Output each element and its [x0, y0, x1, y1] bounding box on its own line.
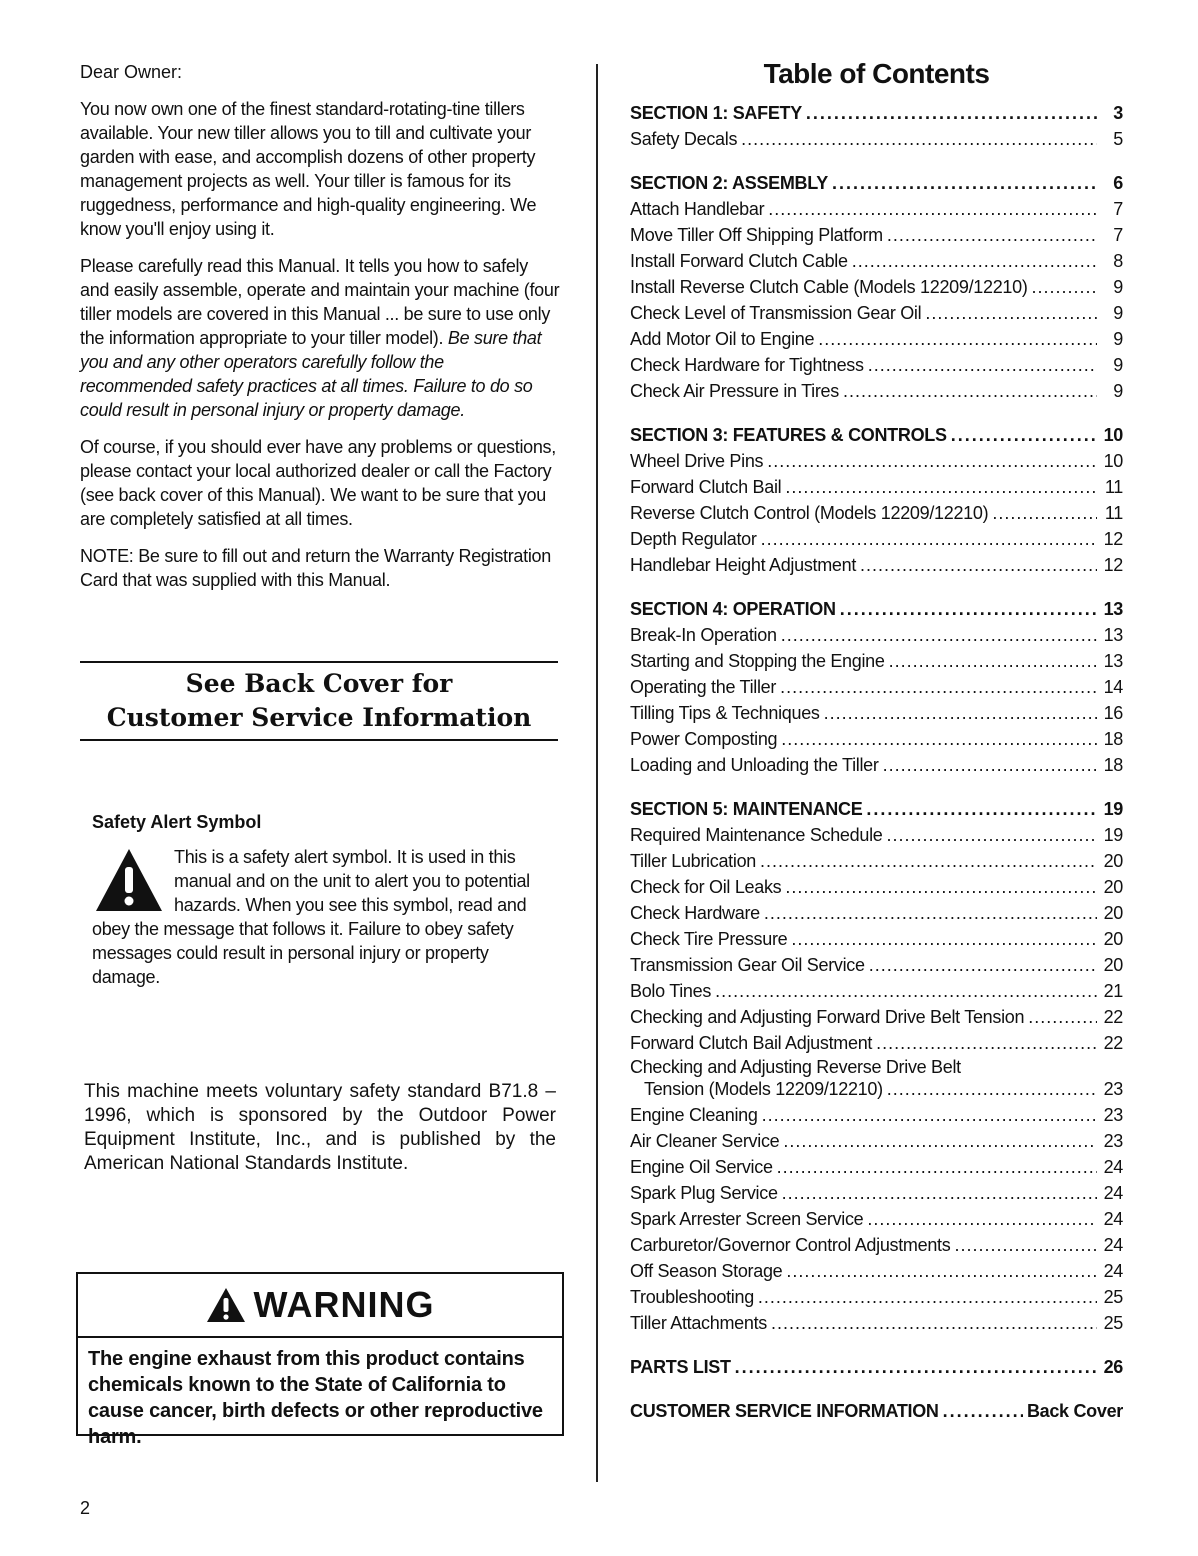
toc-entry-page: 11 — [1104, 503, 1123, 523]
toc-entry-page: 10 — [1103, 425, 1123, 445]
letter-paragraph-3: Of course, if you should ever have any problems or questions, please contact your local authorized dealer or call the Factory (see back cover of this Manual). We want to be sure that you are completely satisfied at all times. — [80, 437, 556, 529]
toc-dot-leader — [791, 926, 1097, 952]
toc-entry-page: 13 — [1103, 625, 1123, 645]
toc-entry-page: 3 — [1113, 103, 1123, 123]
toc-entry-label: Check Hardware — [630, 903, 760, 923]
toc-entry-label: Forward Clutch Bail Adjustment — [630, 1033, 873, 1053]
toc-entry — [630, 1232, 1123, 1258]
toc-entry-page: 6 — [1113, 173, 1123, 193]
toc-entry-label: Check Hardware for Tightness — [630, 355, 864, 375]
toc-dot-leader — [806, 100, 1097, 126]
toc-dot-leader — [832, 170, 1097, 196]
toc-entry — [630, 1284, 1123, 1310]
toc-entry-page: 18 — [1103, 729, 1123, 749]
toc-entry — [630, 700, 1123, 726]
toc-entry-label: Spark Plug Service — [630, 1183, 778, 1203]
toc-entry — [630, 1180, 1123, 1206]
toc-entry-page: 24 — [1103, 1261, 1123, 1281]
toc-dot-leader — [818, 326, 1097, 352]
toc-entry-page: 14 — [1103, 677, 1123, 697]
toc-entry — [630, 222, 1123, 248]
toc-section — [630, 422, 1123, 578]
toc-entry — [630, 526, 1123, 552]
toc-dot-leader — [777, 1154, 1097, 1180]
toc-entry-page: 20 — [1103, 851, 1123, 871]
toc-dot-leader — [843, 378, 1097, 404]
toc-entry-page: 24 — [1103, 1157, 1123, 1177]
toc-dot-leader — [1032, 274, 1097, 300]
toc-entry-page: 5 — [1113, 129, 1123, 149]
toc-entry-label: Air Cleaner Service — [630, 1131, 780, 1151]
toc-entry-page: 23 — [1103, 1079, 1123, 1099]
safety-standard-note: This machine meets voluntary safety standard B71.8 – 1996, which is sponsored by the Outdoor Power Equipment Institute, Inc., and is published by the American National Standards Institute. — [84, 1081, 556, 1174]
toc-entry-page: 22 — [1103, 1007, 1123, 1027]
toc-entry-page: 24 — [1103, 1235, 1123, 1255]
toc-entry-page: 25 — [1103, 1313, 1123, 1333]
toc-entry-page: 9 — [1113, 355, 1123, 375]
owner-letter — [80, 62, 560, 605]
toc-entry — [630, 1310, 1123, 1336]
toc-entry-label: Starting and Stopping the Engine — [630, 651, 885, 671]
back-cover-line-1: See Back Cover for — [185, 669, 453, 698]
toc-entry-label: Transmission Gear Oil Service — [630, 955, 865, 975]
toc-dot-leader — [887, 1078, 1097, 1100]
toc-dot-leader — [781, 726, 1097, 752]
toc-entry — [630, 1154, 1123, 1180]
toc-dot-leader — [758, 1284, 1097, 1310]
toc-dot-leader — [786, 1258, 1097, 1284]
letter-note: NOTE: Be sure to fill out and return the Warranty Registration Card that was supplied with this Manual. — [80, 546, 551, 590]
toc-section — [630, 100, 1123, 152]
toc-entry-label: Required Maintenance Schedule — [630, 825, 883, 845]
toc-entry-page: 24 — [1103, 1183, 1123, 1203]
toc-entry — [630, 1056, 1123, 1100]
toc-entry — [630, 352, 1123, 378]
toc-dot-leader — [889, 648, 1097, 674]
toc-dot-leader — [868, 352, 1097, 378]
safety-alert-section — [92, 812, 552, 989]
toc-entry-label: SECTION 2: ASSEMBLY — [630, 173, 829, 193]
toc-entry-page: 9 — [1113, 277, 1123, 297]
toc-dot-leader — [824, 700, 1097, 726]
toc-entry — [630, 874, 1123, 900]
toc-entry-label: Carburetor/Governor Control Adjustments — [630, 1235, 951, 1255]
toc-entry — [630, 378, 1123, 404]
toc-dot-leader — [866, 796, 1097, 822]
toc-entry — [630, 1030, 1123, 1056]
toc-entry — [630, 848, 1123, 874]
toc-dot-leader — [925, 300, 1097, 326]
toc-entry-label: Attach Handlebar — [630, 199, 765, 219]
letter-paragraph-1: You now own one of the finest standard-rotating-tine tillers available. Your new tiller allows you to till and cultivate your garden with ease, and accomplish dozens of other property management projects as well. Your tiller is famous for its ruggedness, performance and high-quality engineering. We know you'll enjoy using it. — [80, 99, 537, 239]
toc-entry-page: 19 — [1103, 825, 1123, 845]
toc-section — [630, 796, 1123, 1336]
toc-entry-label: Move Tiller Off Shipping Platform — [630, 225, 883, 245]
toc-dot-leader — [767, 448, 1097, 474]
toc-dot-leader — [762, 1102, 1097, 1128]
toc-entry-label: Check Level of Transmission Gear Oil — [630, 303, 922, 323]
toc-entry-label: Install Forward Clutch Cable — [630, 251, 848, 271]
toc-entry-page: 9 — [1113, 329, 1123, 349]
toc-entry — [630, 1102, 1123, 1128]
page-number: 2 — [80, 1498, 91, 1518]
toc-entry — [630, 474, 1123, 500]
toc-entry-label: Handlebar Height Adjustment — [630, 555, 857, 575]
toc-entry-page: 13 — [1103, 651, 1123, 671]
toc-dot-leader — [883, 752, 1097, 778]
toc-entry-page: 23 — [1103, 1105, 1123, 1125]
toc-entry-label: CUSTOMER SERVICE INFORMATION — [630, 1401, 939, 1421]
letter-paragraph-2 — [80, 254, 560, 422]
toc-entry — [630, 822, 1123, 848]
warning-triangle-icon — [206, 1287, 246, 1323]
toc-dot-leader — [764, 900, 1097, 926]
toc-entry-page: 12 — [1103, 555, 1123, 575]
warning-text: The engine exhaust from this product contains chemicals known to the State of California to cause cancer, birth defects or other reproductive harm. — [88, 1348, 543, 1448]
toc-entry — [630, 674, 1123, 700]
toc-entry-page: 7 — [1113, 225, 1123, 245]
toc-dot-leader — [780, 674, 1097, 700]
toc-entry-page: 20 — [1103, 877, 1123, 897]
toc-dot-leader — [951, 422, 1097, 448]
toc-section-heading — [630, 422, 1123, 448]
toc-dot-leader — [1028, 1004, 1097, 1030]
toc-entry-page: 12 — [1103, 529, 1123, 549]
toc-entry-label-2: Tension (Models 12209/12210) — [644, 1079, 883, 1099]
toc-dot-leader — [760, 848, 1097, 874]
toc-entry — [630, 900, 1123, 926]
toc-entry-page: 20 — [1103, 955, 1123, 975]
toc-entry — [630, 126, 1123, 152]
toc-dot-leader — [741, 126, 1097, 152]
toc-entry-label: PARTS LIST — [630, 1357, 731, 1377]
toc-section — [630, 170, 1123, 404]
toc-dot-leader — [783, 1128, 1097, 1154]
warning-triangle-icon — [94, 847, 164, 913]
toc-entry — [630, 326, 1123, 352]
toc-entry-page: 22 — [1103, 1033, 1123, 1053]
toc-entry — [630, 552, 1123, 578]
toc-entry — [630, 1206, 1123, 1232]
toc-dot-leader — [785, 874, 1097, 900]
safety-alert-title: Safety Alert Symbol — [92, 812, 262, 832]
toc-sections — [630, 100, 1123, 1424]
toc-entry — [630, 726, 1123, 752]
toc-dot-leader — [954, 1232, 1097, 1258]
toc-dot-leader — [771, 1310, 1097, 1336]
toc-entry-label: Tiller Lubrication — [630, 851, 756, 871]
toc-entry-label: SECTION 3: FEATURES & CONTROLS — [630, 425, 947, 445]
california-warning-box — [76, 1272, 564, 1448]
column-divider — [596, 64, 598, 1482]
warning-header — [78, 1274, 562, 1338]
toc-entry — [630, 648, 1123, 674]
warning-title: WARNING — [253, 1284, 435, 1325]
toc-entry-page: 18 — [1103, 755, 1123, 775]
toc-entry-page: 19 — [1103, 799, 1123, 819]
toc-entry-page: 20 — [1103, 929, 1123, 949]
letter-greeting: Dear Owner: — [80, 62, 183, 82]
toc-entry-label: SECTION 5: MAINTENANCE — [630, 799, 863, 819]
toc-dot-leader — [992, 500, 1097, 526]
back-cover-notice — [80, 661, 558, 741]
toc-entry-label: Power Composting — [630, 729, 778, 749]
toc-entry-label: Checking and Adjusting Reverse Drive Belt — [630, 1057, 961, 1077]
toc-section — [630, 1398, 1123, 1424]
toc-entry-page: 10 — [1103, 451, 1123, 471]
toc-title: Table of Contents — [763, 58, 990, 89]
toc-section-heading — [630, 796, 1123, 822]
toc-entry-page: 24 — [1103, 1209, 1123, 1229]
toc-entry-line-2 — [630, 1078, 1123, 1100]
toc-section-heading — [630, 100, 1123, 126]
toc-entry — [630, 300, 1123, 326]
toc-entry-label: Check for Oil Leaks — [630, 877, 782, 897]
toc-entry-label: Engine Cleaning — [630, 1105, 758, 1125]
toc-dot-leader — [860, 552, 1097, 578]
toc-section-heading — [630, 1354, 1123, 1380]
toc-dot-leader — [887, 222, 1097, 248]
toc-dot-leader — [735, 1354, 1097, 1380]
toc-entry-page: 9 — [1113, 303, 1123, 323]
toc-dot-leader — [867, 1206, 1097, 1232]
toc-entry — [630, 1128, 1123, 1154]
toc-entry-page: Back Cover — [1026, 1401, 1123, 1421]
toc-section-heading — [630, 1398, 1123, 1424]
toc-entry-page: 11 — [1104, 477, 1123, 497]
toc-entry-label: Add Motor Oil to Engine — [630, 329, 815, 349]
toc-dot-leader — [840, 596, 1097, 622]
toc-dot-leader — [761, 526, 1097, 552]
toc-entry — [630, 978, 1123, 1004]
toc-entry-page: 7 — [1113, 199, 1123, 219]
toc-entry-page: 13 — [1103, 599, 1123, 619]
toc-section-heading — [630, 170, 1123, 196]
toc-dot-leader — [876, 1030, 1097, 1056]
toc-entry-page: 20 — [1103, 903, 1123, 923]
toc-entry-page: 23 — [1103, 1131, 1123, 1151]
toc-dot-leader — [886, 822, 1097, 848]
toc-dot-leader — [852, 248, 1097, 274]
toc-entry-label: Off Season Storage — [630, 1261, 783, 1281]
toc-entry-label: Break-In Operation — [630, 625, 777, 645]
toc-entry-label: Spark Arrester Screen Service — [630, 1209, 864, 1229]
toc-entry-page: 21 — [1103, 981, 1123, 1001]
toc-entry — [630, 752, 1123, 778]
toc-entry-label: Tilling Tips & Techniques — [630, 703, 820, 723]
toc-entry-label: Safety Decals — [630, 129, 738, 149]
toc-entry-label: Operating the Tiller — [630, 677, 777, 697]
toc-entry — [630, 248, 1123, 274]
toc-entry — [630, 1258, 1123, 1284]
toc-entry-label: Check Tire Pressure — [630, 929, 788, 949]
toc-entry — [630, 926, 1123, 952]
toc-entry-label: Tiller Attachments — [630, 1313, 767, 1333]
toc-entry-label: Check Air Pressure in Tires — [630, 381, 839, 401]
toc-entry-page: 26 — [1103, 1357, 1123, 1377]
toc-entry — [630, 448, 1123, 474]
toc-entry-label: Loading and Unloading the Tiller — [630, 755, 879, 775]
letter-paragraph-2-italic: Be sure that you and any other operators carefully follow the recommended safety practices at all times. Failure to do so could result in personal injury or property damage. — [80, 328, 542, 420]
toc-dot-leader — [869, 952, 1097, 978]
toc-entry-label: Install Reverse Clutch Cable (Models 12209/12210) — [630, 277, 1028, 297]
toc-entry-page: 9 — [1113, 381, 1123, 401]
back-cover-line-2: Customer Service Information — [106, 703, 532, 732]
safety-alert-text: This is a safety alert symbol. It is used in this manual and on the unit to alert you to potential hazards. When you see this symbol, read and obey the message that follows it. Failure to obey safety messages could result in personal injury or property damage. — [92, 847, 530, 987]
toc-entry — [630, 952, 1123, 978]
toc-dot-leader — [785, 474, 1097, 500]
toc-dot-leader — [943, 1398, 1023, 1424]
toc-entry-page: 16 — [1103, 703, 1123, 723]
toc-dot-leader — [782, 1180, 1097, 1206]
toc-entry — [630, 500, 1123, 526]
toc-entry — [630, 196, 1123, 222]
toc-dot-leader — [768, 196, 1097, 222]
toc-section — [630, 1354, 1123, 1380]
toc-entry-label: Engine Oil Service — [630, 1157, 773, 1177]
toc-entry-label: Depth Regulator — [630, 529, 757, 549]
toc-section — [630, 596, 1123, 778]
safety-alert-body — [92, 845, 552, 989]
toc-dot-leader — [781, 622, 1097, 648]
toc-section-heading — [630, 596, 1123, 622]
toc-entry — [630, 1004, 1123, 1030]
toc-entry-page: 25 — [1103, 1287, 1123, 1307]
toc-entry-label: SECTION 4: OPERATION — [630, 599, 836, 619]
toc-entry-label: Forward Clutch Bail — [630, 477, 782, 497]
toc-entry-label: Checking and Adjusting Forward Drive Belt Tension — [630, 1007, 1025, 1027]
toc-entry-page: 8 — [1113, 251, 1123, 271]
toc-dot-leader — [715, 978, 1097, 1004]
toc-entry-label: Troubleshooting — [630, 1287, 754, 1307]
toc-entry-label: Bolo Tines — [630, 981, 712, 1001]
toc-entry-label: Reverse Clutch Control (Models 12209/12210) — [630, 503, 989, 523]
toc-entry — [630, 274, 1123, 300]
table-of-contents — [630, 58, 1123, 1442]
toc-entry — [630, 622, 1123, 648]
toc-entry-label: Wheel Drive Pins — [630, 451, 764, 471]
toc-entry-label: SECTION 1: SAFETY — [630, 103, 802, 123]
letter-paragraph-2-text: Please carefully read this Manual. It tells you how to safely and easily assemble, operate and maintain your machine (four tiller models are covered in this Manual ... be sure to use only the information appropriate to your tiller model). — [80, 256, 560, 348]
